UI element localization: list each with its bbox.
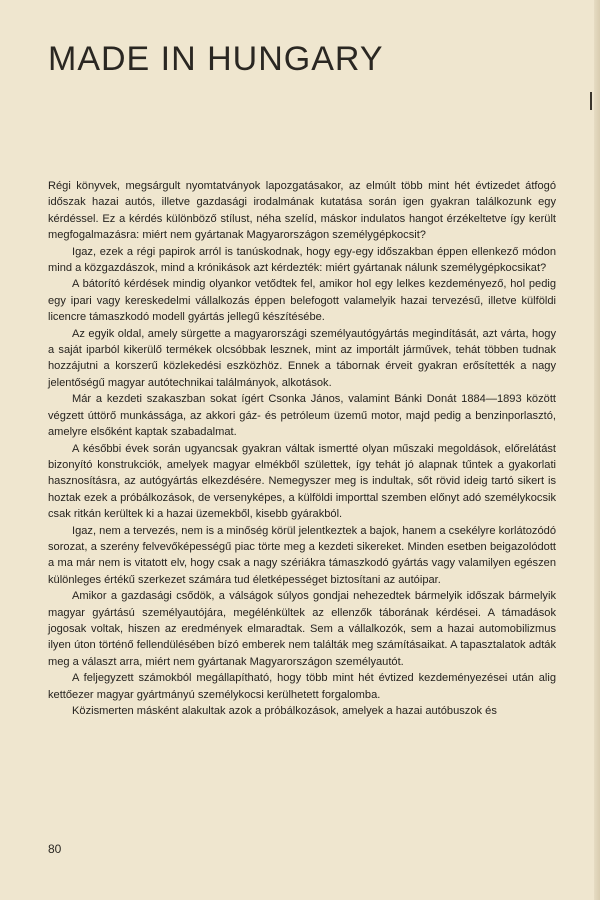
page-number: 80 [48,842,62,856]
chapter-title: MADE IN HUNGARY [48,40,384,78]
paragraph: Igaz, ezek a régi papirok arról is tanúskodnak, hogy egy-egy időszakban éppen ellenkező módon mind a közgazdászok, mind a krónikások azt kérdezték: miért gyártanak nálunk személygépkocsikat? [48,245,556,275]
body-text [48,178,556,719]
paragraph: A bátorító kérdések mindig olyankor vetődtek fel, amikor hol egy lelkes kezdeményező, hol pedig egy ipari vagy kereskedelmi vállalkozás éppen belefogott valamelyik hazai tervezésű, illetve külföldi licencre támaszkodó modell gyártás jellegű készítésébe. [48,278,556,324]
paragraph: Régi könyvek, megsárgult nyomtatványok lapozgatásakor, az elmúlt több mint hét évtizedet átfogó időszak hazai autós, illetve gazdasági irodalmának kutatása során igen gyakran találkozunk egy kérdéssel. Ez a kérdés különböző stílust, néha szelíd, máskor indulatos hangot érzékeltetve így került megfogalmazásra: miért nem gyártanak Magyarországon személygépkocsit? [48,180,556,242]
paragraph: Az egyik oldal, amely sürgette a magyarországi személyautógyártás megindítását, azt várta, hogy a saját iparból kikerülő termékek olcsóbbak lesznek, mint az importált járművek, tehát többen tudnak hozzájutni a korszerű közlekedési eszközhöz. Ennek a tábornak érveit gyakran erősítették a nagy jelentőségű magyar autótechnikai találmányok, alkotások. [48,327,556,389]
paragraph: Már a kezdeti szakaszban sokat ígért Csonka János, valamint Bánki Donát 1884—1893 között végzett úttörő munkássága, az akkori gáz- és petróleum üzemű motor, majd pedig a benzinporlasztó, amelyre elsőként kaptak szabadalmat. [48,393,556,439]
edge-mark [590,92,592,110]
paragraph: Amikor a gazdasági csődök, a válságok súlyos gondjai nehezedtek bármelyik időszak bármelyik magyar gyártású személyautójára, megélénkültek az ellenzők táborának kérdései. A támadások jogosak voltak, hiszen az eredmények elmaradtak. Sem a vállalkozók, sem a hazai automobilizmus ilyen úton történő fellendülésében bízó emberek nem találták meg számításaikat. A tapasztalatok adták meg a választ arra, miért nem gyártanak Magyarországon személyautót. [48,590,556,668]
paragraph: Közismerten másként alakultak azok a próbálkozások, amelyek a hazai autóbuszok és [72,705,497,717]
paragraph: A feljegyzett számokból megállapítható, hogy több mint hét évtized kezdeményezései után alig kettőezer magyar gyártmányú személykocsi kerülhetett forgalomba. [48,672,556,701]
page-right-edge [594,0,600,900]
paragraph: A későbbi évek során ugyancsak gyakran váltak ismertté olyan műszaki megoldások, előrelátást bizonyító konstrukciók, amelyek magyar elmékből születtek, így tehát jó alapnak tűntek a gyakorlati hasznosításra, az autógyártás elkezdésére. Nemegyszer meg is indultak, sőt rövid ideig tartó sikert is hoztak ezek a próbálkozások, de versenyképes, a külföldi importtal szemben előnyt adó személykocsik csak ritkán kerültek ki a hazai üzemekből, kisebb gyárakból. [48,442,556,521]
paragraph: Igaz, nem a tervezés, nem is a minőség körül jelentkeztek a bajok, hanem a csekélyre korlátozódó sorozat, a szerény felvevőképességű piac törte meg a kezdeti sikereket. Minden esetben beigazolódott a ma már nem is vitatott elv, hogy csak a nagy szériákra támaszkodó gyártás vagy valamilyen egészen különleges értékű szerkezet számára tud életképességet biztosítani az autóipar. [48,524,556,586]
